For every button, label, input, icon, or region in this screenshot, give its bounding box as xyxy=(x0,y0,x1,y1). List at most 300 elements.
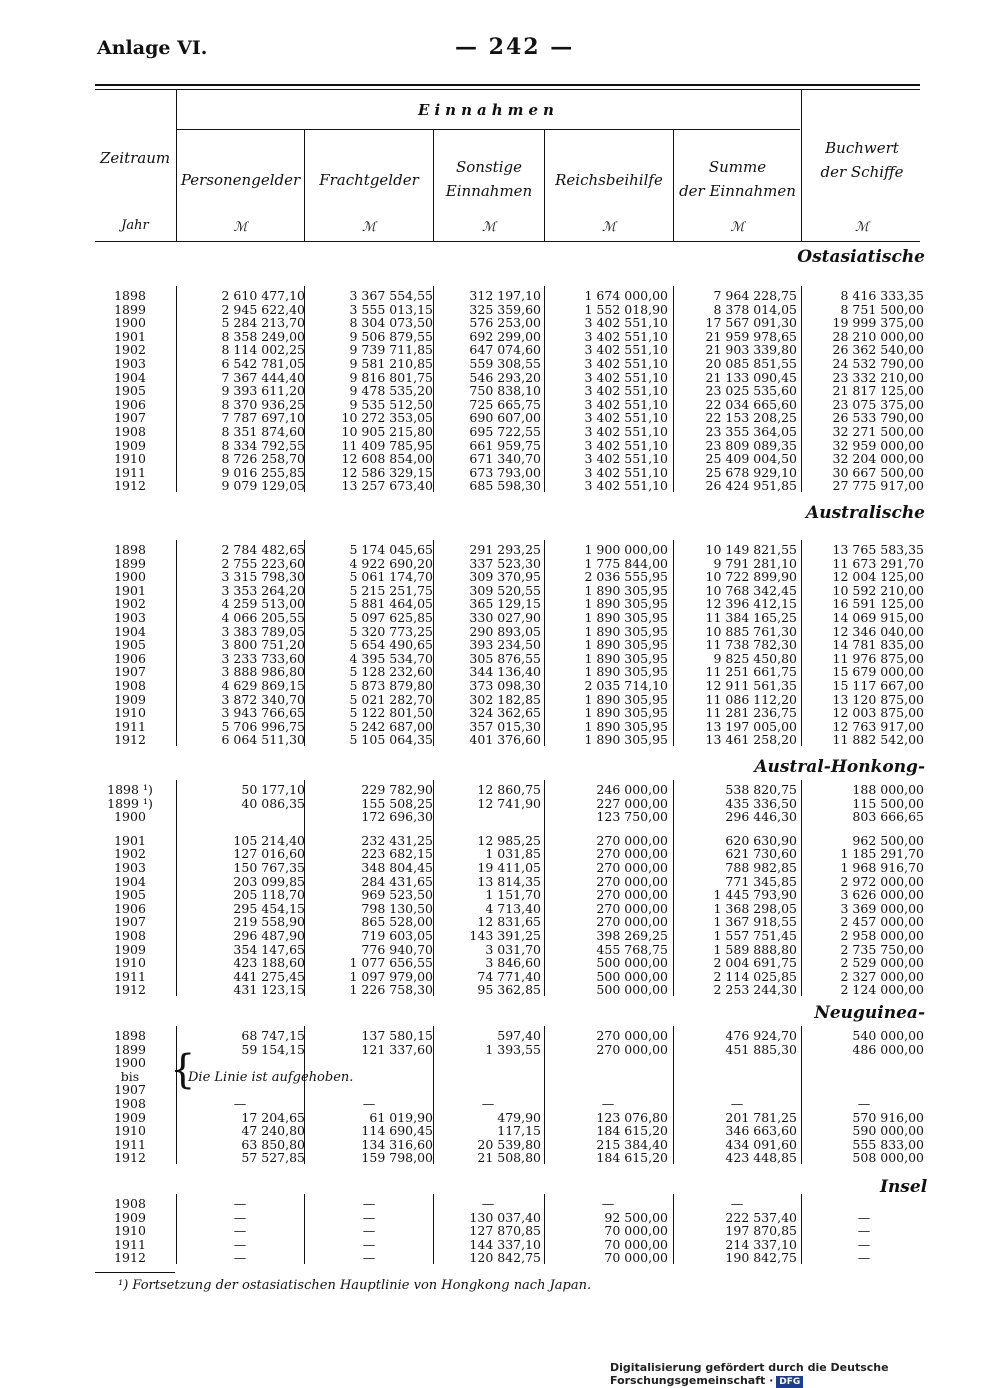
value-cell: — xyxy=(362,1250,376,1266)
row-divider xyxy=(544,1026,545,1164)
year-cell: 1912 xyxy=(114,1250,146,1266)
value-cell: 3 367 554,55 xyxy=(349,288,433,303)
year-cell: 1909 xyxy=(114,1209,146,1225)
value-cell: 373 098,30 xyxy=(469,678,541,693)
year-cell: 1899 xyxy=(114,1041,146,1057)
value-cell: 661 959,75 xyxy=(469,437,541,453)
value-cell: 12 860,75 xyxy=(477,782,541,797)
value-cell: 3 402 551,10 xyxy=(584,410,668,426)
value-cell: 10 592 210,00 xyxy=(832,582,924,598)
value-cell: 30 667 500,00 xyxy=(832,464,924,480)
value-cell: 4 395 534,70 xyxy=(349,650,433,666)
value-cell: 1 557 751,45 xyxy=(713,928,797,943)
value-cell: 5 284 213,70 xyxy=(221,315,305,331)
value-cell: 5 873 879,80 xyxy=(349,678,433,693)
value-cell: — xyxy=(233,1250,247,1266)
value-cell: 431 123,15 xyxy=(233,982,305,998)
value-cell: 3 402 551,10 xyxy=(584,383,668,399)
value-cell: 423 448,85 xyxy=(725,1150,797,1166)
value-cell: 476 924,70 xyxy=(725,1028,797,1043)
value-cell: 127 870,85 xyxy=(469,1223,541,1239)
value-cell: 9 739 711,85 xyxy=(349,342,433,358)
value-cell: 150 767,35 xyxy=(233,860,305,875)
value-cell: 19 999 375,00 xyxy=(832,315,924,331)
year-cell: 1907 xyxy=(114,914,146,930)
value-cell: 348 804,45 xyxy=(361,860,433,875)
value-cell: 3 353 264,20 xyxy=(221,582,305,598)
value-cell: 500 000,00 xyxy=(596,955,668,971)
value-cell: 25 409 004,50 xyxy=(705,451,797,467)
value-cell: 5 105 064,35 xyxy=(349,732,433,748)
value-cell: 8 416 333,35 xyxy=(840,288,924,303)
value-cell: — xyxy=(730,1196,744,1211)
value-cell: 92 500,00 xyxy=(604,1209,668,1225)
footnote-rule xyxy=(95,1272,175,1273)
year-cell: 1904 xyxy=(114,623,146,639)
value-cell: 590 000,00 xyxy=(852,1123,924,1139)
row-divider xyxy=(801,780,802,996)
value-cell: 184 615,20 xyxy=(596,1150,668,1166)
year-cell: 1912 xyxy=(114,478,146,494)
value-cell: 32 271 500,00 xyxy=(832,424,924,439)
value-cell: 23 075 375,00 xyxy=(832,396,924,412)
value-cell: 9 816 801,75 xyxy=(349,369,433,385)
unit-mark: ℳ xyxy=(362,220,376,235)
value-cell: 3 800 751,20 xyxy=(221,637,305,653)
value-cell: 201 781,25 xyxy=(725,1109,797,1125)
value-cell: 312 197,10 xyxy=(469,288,541,303)
value-cell: 5 174 045,65 xyxy=(349,542,433,557)
value-cell: 143 391,25 xyxy=(469,928,541,943)
value-cell: 690 607,00 xyxy=(469,410,541,426)
value-cell: 11 384 165,25 xyxy=(705,610,797,625)
value-cell: 435 336,50 xyxy=(725,795,797,811)
value-cell: 13 197 005,00 xyxy=(705,718,797,734)
value-cell: 219 558,90 xyxy=(233,914,305,930)
value-cell: 68 747,15 xyxy=(241,1028,305,1043)
row-divider xyxy=(673,1194,674,1264)
value-cell: 270 000,00 xyxy=(596,1041,668,1057)
value-cell: 32 204 000,00 xyxy=(832,451,924,467)
value-cell: 5 706 996,75 xyxy=(221,718,305,734)
value-cell: 4 713,40 xyxy=(485,900,541,916)
value-cell: — xyxy=(481,1096,495,1111)
value-cell: 172 696,30 xyxy=(361,809,433,825)
row-divider xyxy=(176,780,177,996)
jahr-header: Jahr xyxy=(121,218,149,233)
value-cell: 270 000,00 xyxy=(596,1028,668,1043)
value-cell: 47 240,80 xyxy=(241,1123,305,1139)
value-cell: 2 124 000,00 xyxy=(840,982,924,998)
value-cell: — xyxy=(601,1196,615,1211)
value-cell: 10 722 899,90 xyxy=(705,569,797,585)
value-cell: 3 402 551,10 xyxy=(584,315,668,331)
value-cell: 10 885 761,30 xyxy=(705,623,797,639)
dfg-logo: DFG xyxy=(776,1376,803,1388)
value-cell: 63 850,80 xyxy=(241,1136,305,1152)
value-cell: 13 765 583,35 xyxy=(832,542,924,557)
value-cell: 115 500,00 xyxy=(852,795,924,811)
value-cell: 40 086,35 xyxy=(241,795,305,811)
value-cell: — xyxy=(857,1236,871,1252)
value-cell: 270 000,00 xyxy=(596,873,668,889)
value-cell: 20 539,80 xyxy=(477,1136,541,1152)
value-cell: 123 076,80 xyxy=(596,1109,668,1125)
value-cell: 2 972 000,00 xyxy=(840,873,924,889)
value-cell: 8 114 002,25 xyxy=(221,342,305,358)
value-cell: 3 872 340,70 xyxy=(221,691,305,707)
value-cell: 324 362,65 xyxy=(469,705,541,721)
value-cell: 9 016 255,85 xyxy=(221,464,305,480)
value-cell: 1 890 305,95 xyxy=(584,596,668,612)
value-cell: 21 903 339,80 xyxy=(705,342,797,358)
value-cell: 8 378 014,05 xyxy=(713,301,797,317)
value-cell: 398 269,25 xyxy=(596,928,668,943)
value-cell: 1 368 298,05 xyxy=(713,900,797,916)
value-cell: 1 890 305,95 xyxy=(584,650,668,666)
value-cell: — xyxy=(857,1209,871,1225)
value-cell: 95 362,85 xyxy=(477,982,541,998)
value-cell: 508 000,00 xyxy=(852,1150,924,1166)
value-cell: 2 529 000,00 xyxy=(840,955,924,971)
value-cell: 127 016,60 xyxy=(233,846,305,862)
value-cell: 12 396 412,15 xyxy=(705,596,797,612)
row-divider xyxy=(433,540,434,746)
value-cell: 120 842,75 xyxy=(469,1250,541,1266)
value-cell: 5 122 801,50 xyxy=(349,705,433,721)
value-cell: 270 000,00 xyxy=(596,860,668,875)
value-cell: 70 000,00 xyxy=(604,1223,668,1239)
value-cell: 12 608 854,00 xyxy=(341,451,433,467)
value-cell: 3 402 551,10 xyxy=(584,396,668,412)
buchwert-header-1: Buchwert xyxy=(825,139,899,157)
value-cell: 105 214,40 xyxy=(233,832,305,848)
value-cell: 3 383 789,05 xyxy=(221,623,305,639)
value-cell: 620 630,90 xyxy=(725,832,797,848)
value-cell: 13 120 875,00 xyxy=(832,691,924,707)
frachtgelder-header: Frachtgelder xyxy=(319,171,419,189)
value-cell: 546 293,20 xyxy=(469,369,541,385)
year-cell: 1909 xyxy=(114,691,146,707)
value-cell: 21 508,80 xyxy=(477,1150,541,1166)
value-cell: 11 086 112,20 xyxy=(705,691,797,707)
year-cell: 1905 xyxy=(114,383,146,399)
unit-mark: ℳ xyxy=(233,220,248,235)
value-cell: 296 487,90 xyxy=(233,928,305,943)
value-cell: 3 315 798,30 xyxy=(221,569,305,585)
value-cell: 6 064 511,30 xyxy=(221,732,305,748)
value-cell: 9 079 129,05 xyxy=(221,478,305,494)
value-cell: — xyxy=(233,1209,247,1225)
value-cell: 451 885,30 xyxy=(725,1041,797,1057)
personengelder-header: Personengelder xyxy=(180,171,301,189)
value-cell: 5 215 251,75 xyxy=(349,582,433,598)
value-cell: 555 833,00 xyxy=(852,1136,924,1152)
value-cell: 2 784 482,65 xyxy=(221,542,305,557)
value-cell: 500 000,00 xyxy=(596,968,668,984)
value-cell: 19 411,05 xyxy=(477,860,541,875)
value-cell: 2 253 244,30 xyxy=(713,982,797,998)
value-cell: 11 251 661,75 xyxy=(705,664,797,680)
value-cell: 26 362 540,00 xyxy=(832,342,924,358)
value-cell: 647 074,60 xyxy=(469,342,541,358)
value-cell: 1 151,70 xyxy=(485,887,541,903)
value-cell: 5 128 232,60 xyxy=(349,664,433,680)
value-cell: — xyxy=(362,1236,376,1252)
value-cell: 434 091,60 xyxy=(725,1136,797,1152)
value-cell: 3 402 551,10 xyxy=(584,478,668,494)
value-cell: 7 367 444,40 xyxy=(221,369,305,385)
value-cell: 803 666,65 xyxy=(852,809,924,825)
value-cell: 16 591 125,00 xyxy=(832,596,924,612)
summe-header-1: Summe xyxy=(708,158,767,176)
summe-header-2: der Einnahmen xyxy=(679,182,796,200)
unit-mark: ℳ xyxy=(730,220,745,235)
value-cell: 401 376,60 xyxy=(469,732,541,748)
page-number: — 242 — xyxy=(455,34,575,60)
row-divider xyxy=(801,1026,802,1164)
row-divider xyxy=(544,286,545,492)
value-cell: 14 069 915,00 xyxy=(832,610,924,625)
digitization-credit xyxy=(610,1361,1000,1388)
value-cell: 962 500,00 xyxy=(852,832,924,848)
value-cell: 7 964 228,75 xyxy=(713,288,797,303)
value-cell: 11 409 785,95 xyxy=(341,437,433,453)
value-cell: 2 036 555,95 xyxy=(584,569,668,585)
value-cell: 22 153 208,25 xyxy=(705,410,797,426)
row-divider xyxy=(433,1026,434,1164)
value-cell: 3 402 551,10 xyxy=(584,328,668,344)
value-cell: 296 446,30 xyxy=(725,809,797,825)
section-title-neuguinea: Neuguinea- xyxy=(814,1003,925,1023)
einnahmen-rule xyxy=(177,129,800,130)
year-cell: 1898 xyxy=(114,288,146,303)
value-cell: 1 097 979,00 xyxy=(349,968,433,984)
einnahmen-header: Einnahmen xyxy=(418,101,559,119)
value-cell: 229 782,90 xyxy=(361,782,433,797)
value-cell: 1 589 888,80 xyxy=(713,941,797,957)
row-divider xyxy=(544,540,545,746)
row-divider xyxy=(176,540,177,746)
row-divider xyxy=(544,1194,545,1264)
value-cell: 1 775 844,00 xyxy=(584,555,668,571)
year-cell: 1912 xyxy=(114,982,146,998)
value-cell: 8 726 258,70 xyxy=(221,451,305,467)
value-cell: 1 185 291,70 xyxy=(840,846,924,862)
row-divider xyxy=(673,1026,674,1164)
value-cell: 570 916,00 xyxy=(852,1109,924,1125)
value-cell: 23 332 210,00 xyxy=(832,369,924,385)
year-cell: 1899 xyxy=(114,301,146,317)
value-cell: — xyxy=(233,1223,247,1239)
value-cell: 5 320 773,25 xyxy=(349,623,433,639)
value-cell: 2 735 750,00 xyxy=(840,941,924,957)
value-cell: — xyxy=(362,1223,376,1239)
value-cell: 11 882 542,00 xyxy=(832,732,924,748)
value-cell: — xyxy=(233,1196,247,1211)
value-cell: 10 905 215,80 xyxy=(341,424,433,439)
value-cell: 4 629 869,15 xyxy=(221,678,305,693)
value-cell: 2 945 622,40 xyxy=(221,301,305,317)
value-cell: 337 523,30 xyxy=(469,555,541,571)
value-cell: 719 603,05 xyxy=(361,928,433,943)
value-cell: 1 393,55 xyxy=(485,1041,541,1057)
value-cell: 9 825 450,80 xyxy=(713,650,797,666)
value-cell: 188 000,00 xyxy=(852,782,924,797)
value-cell: 621 730,60 xyxy=(725,846,797,862)
value-cell: 357 015,30 xyxy=(469,718,541,734)
value-cell: 12 004 125,00 xyxy=(832,569,924,585)
value-cell: 1 077 656,55 xyxy=(349,955,433,971)
value-cell: 5 242 687,00 xyxy=(349,718,433,734)
brace-glyph: { xyxy=(170,1047,196,1093)
value-cell: 2 958 000,00 xyxy=(840,928,924,943)
year-cell: 1911 xyxy=(114,464,146,480)
year-cell: 1901 xyxy=(114,582,146,598)
row-divider xyxy=(304,1194,305,1264)
value-cell: 3 846,60 xyxy=(485,955,541,971)
value-cell: 3 555 013,15 xyxy=(349,301,433,317)
value-cell: — xyxy=(857,1223,871,1239)
year-cell: 1906 xyxy=(114,650,146,666)
value-cell: 11 976 875,00 xyxy=(832,650,924,666)
value-cell: 1 445 793,90 xyxy=(713,887,797,903)
value-cell: 21 817 125,00 xyxy=(832,383,924,399)
value-cell: 1 890 305,95 xyxy=(584,637,668,653)
value-cell: 291 293,25 xyxy=(469,542,541,557)
value-cell: 17 204,65 xyxy=(241,1109,305,1125)
value-cell: 227 000,00 xyxy=(596,795,668,811)
row-divider xyxy=(176,1194,177,1264)
value-cell: 270 000,00 xyxy=(596,832,668,848)
value-cell: 205 118,70 xyxy=(233,887,305,903)
value-cell: 114 690,45 xyxy=(361,1123,433,1139)
value-cell: 365 129,15 xyxy=(469,596,541,612)
value-cell: — xyxy=(233,1096,247,1111)
value-cell: 1 890 305,95 xyxy=(584,718,668,734)
value-cell: 538 820,75 xyxy=(725,782,797,797)
year-cell: 1899 xyxy=(114,555,146,571)
value-cell: 8 370 936,25 xyxy=(221,396,305,412)
value-cell: 692 299,00 xyxy=(469,328,541,344)
value-cell: 197 870,85 xyxy=(725,1223,797,1239)
value-cell: 27 775 917,00 xyxy=(832,478,924,494)
value-cell: 788 982,85 xyxy=(725,860,797,875)
table-top-rule-2 xyxy=(95,89,920,90)
value-cell: 1 890 305,95 xyxy=(584,582,668,598)
value-cell: 3 888 986,80 xyxy=(221,664,305,680)
value-cell: 23 809 089,35 xyxy=(705,437,797,453)
value-cell: 3 402 551,10 xyxy=(584,437,668,453)
value-cell: 12 003 875,00 xyxy=(832,705,924,721)
value-cell: 771 345,85 xyxy=(725,873,797,889)
value-cell: 597,40 xyxy=(497,1028,541,1043)
value-cell: 1 890 305,95 xyxy=(584,691,668,707)
year-cell: 1910 xyxy=(114,705,146,721)
row-divider xyxy=(176,286,177,492)
year-cell: 1909 xyxy=(114,437,146,453)
value-cell: 13 461 258,20 xyxy=(705,732,797,748)
year-cell: 1900 xyxy=(114,569,146,585)
value-cell: 685 598,30 xyxy=(469,478,541,494)
value-cell: — xyxy=(362,1096,376,1111)
value-cell: 17 567 091,30 xyxy=(705,315,797,331)
row-divider xyxy=(801,540,802,746)
value-cell: 23 025 535,60 xyxy=(705,383,797,399)
value-cell: 12 346 040,00 xyxy=(832,623,924,639)
year-cell: 1898 xyxy=(114,542,146,557)
value-cell: 5 097 625,85 xyxy=(349,610,433,625)
value-cell: 22 034 665,60 xyxy=(705,396,797,412)
value-cell: 290 893,05 xyxy=(469,623,541,639)
value-cell: 1 890 305,95 xyxy=(584,664,668,680)
value-cell: 1 367 918,55 xyxy=(713,914,797,930)
value-cell: 5 021 282,70 xyxy=(349,691,433,707)
value-cell: 309 520,55 xyxy=(469,582,541,598)
year-cell: 1910 xyxy=(114,1123,146,1139)
value-cell: 865 528,00 xyxy=(361,914,433,930)
year-cell: 1908 xyxy=(114,1196,146,1211)
year-cell: 1912 xyxy=(114,1150,146,1166)
value-cell: 6 542 781,05 xyxy=(221,356,305,371)
value-cell: 1 890 305,95 xyxy=(584,732,668,748)
value-cell: 750 838,10 xyxy=(469,383,541,399)
value-cell: 26 533 790,00 xyxy=(832,410,924,426)
value-cell: 302 182,85 xyxy=(469,691,541,707)
value-cell: 28 210 000,00 xyxy=(832,328,924,344)
row-divider xyxy=(544,780,545,996)
value-cell: 144 337,10 xyxy=(469,1236,541,1252)
value-cell: 346 663,60 xyxy=(725,1123,797,1139)
year-cell: 1902 xyxy=(114,596,146,612)
value-cell: 455 768,75 xyxy=(596,941,668,957)
value-cell: 4 922 690,20 xyxy=(349,555,433,571)
year-cell: 1909 xyxy=(114,1109,146,1125)
year-cell: 1910 xyxy=(114,955,146,971)
value-cell: 10 768 342,45 xyxy=(705,582,797,598)
value-cell: 8 751 500,00 xyxy=(840,301,924,317)
value-cell: 671 340,70 xyxy=(469,451,541,467)
value-cell: 12 586 329,15 xyxy=(341,464,433,480)
value-cell: 4 066 205,55 xyxy=(221,610,305,625)
value-cell: 1 890 305,95 xyxy=(584,610,668,625)
value-cell: 3 402 551,10 xyxy=(584,369,668,385)
year-cell: 1903 xyxy=(114,860,146,875)
value-cell: 3 031,70 xyxy=(485,941,541,957)
value-cell: 15 679 000,00 xyxy=(832,664,924,680)
sonstige-header-1: Sonstige xyxy=(456,158,522,176)
value-cell: 3 402 551,10 xyxy=(584,464,668,480)
year-cell: 1899 ¹) xyxy=(107,795,153,811)
value-cell: 486 000,00 xyxy=(852,1041,924,1057)
value-cell: 2 327 000,00 xyxy=(840,968,924,984)
value-cell: 725 665,75 xyxy=(469,396,541,412)
value-cell: 8 304 073,50 xyxy=(349,315,433,331)
header-bottom-rule xyxy=(95,241,920,242)
year-cell: 1908 xyxy=(114,1096,146,1111)
value-cell: 25 678 929,10 xyxy=(705,464,797,480)
zeitraum-header: Zeitraum xyxy=(100,149,171,167)
value-cell: 11 738 782,30 xyxy=(705,637,797,653)
value-cell: 4 259 513,00 xyxy=(221,596,305,612)
value-cell: 393 234,50 xyxy=(469,637,541,653)
year-cell: 1911 xyxy=(114,718,146,734)
value-cell: 9 506 879,55 xyxy=(349,328,433,344)
value-cell: 798 130,50 xyxy=(361,900,433,916)
unit-mark: ℳ xyxy=(855,220,869,235)
year-cell: 1904 xyxy=(114,369,146,385)
year-cell: 1905 xyxy=(114,887,146,903)
